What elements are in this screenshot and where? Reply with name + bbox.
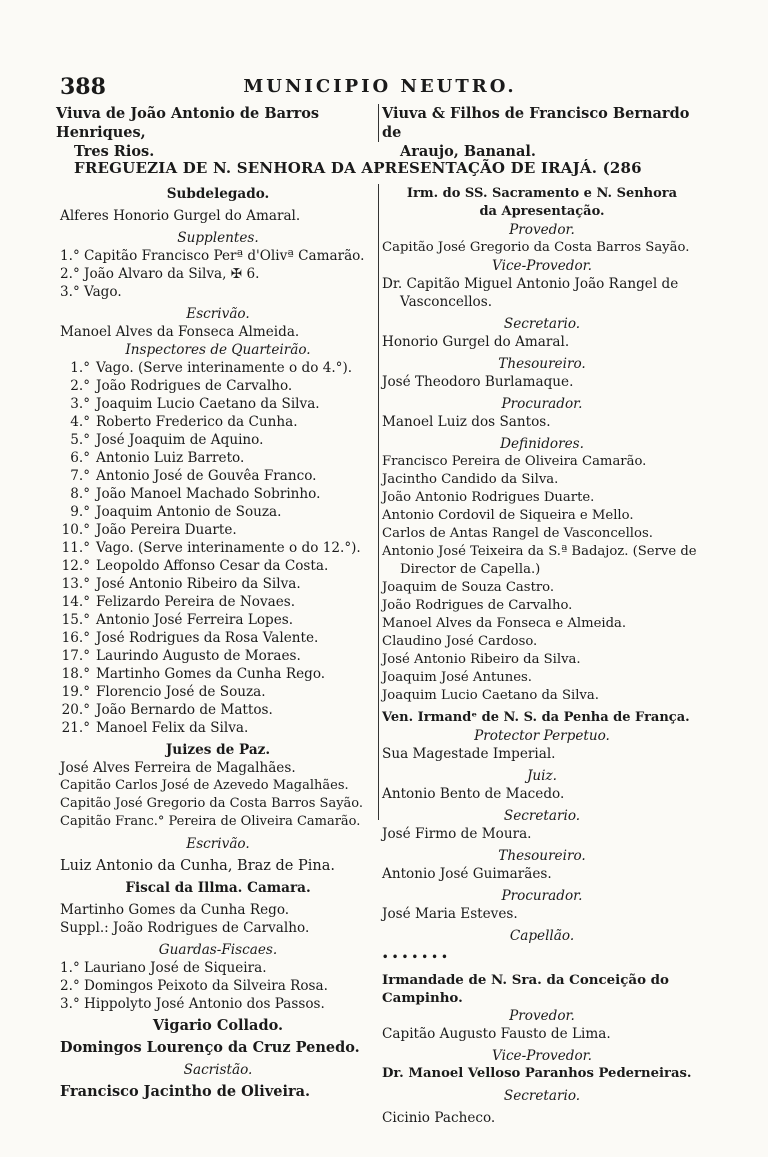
list-item: João Antonio Rodrigues Duarte. (382, 490, 595, 505)
list-item: 9.° Joaquim Antonio de Souza. (70, 504, 282, 520)
page-number: 388 (60, 74, 106, 100)
list-item: Joaquim José Antunes. (382, 670, 532, 685)
list-item: 19.° Florencio José de Souza. (61, 684, 266, 700)
thesoureiro2-entry: Antonio José Guimarães. (382, 866, 552, 882)
list-item: 8.° João Manoel Machado Sobrinho. (70, 486, 321, 502)
list-item: 2.° João Alvaro da Silva, ✠ 6. (60, 266, 260, 282)
list-item: 1.° Vago. (Serve interinamente o do 4.°). (70, 360, 353, 376)
list-item: 21.° Manoel Felix da Silva. (61, 720, 249, 736)
secretario2-heading: Secretario. (503, 808, 581, 824)
thesoureiro-heading: Thesoureiro. (498, 356, 586, 372)
escrivao-entry: Manoel Alves da Fonseca Almeida. (60, 324, 300, 340)
list-item: Antonio Cordovil de Siqueira e Mello. (382, 508, 634, 523)
thesoureiro-entry: José Theodoro Burlamaque. (382, 374, 574, 390)
list-item: Manoel Alves da Fonseca e Almeida. (382, 616, 627, 631)
list-item: Jacintho Candido da Silva. (382, 472, 559, 487)
top-left-entry: Viuva de João Antonio de Barros Henriques, Tres Rios. (56, 105, 320, 160)
sacristao-heading: Sacristão. (183, 1062, 253, 1078)
list-item: Joaquim de Souza Castro. (382, 580, 555, 595)
page-title: MUNICIPIO NEUTRO. (243, 76, 517, 97)
irmandade-sacramento-heading-2: da Apresentação. (479, 204, 605, 219)
provedor3-heading: Provedor. (509, 1008, 575, 1024)
secretario3-heading: Secretario. (503, 1088, 581, 1104)
list-item: 5.° José Joaquim de Aquino. (70, 432, 264, 448)
provedor-heading: Provedor. (509, 222, 575, 238)
inspectores-heading: Inspectores de Quarteirão. (125, 342, 311, 358)
irmandade-conceicao-heading: Irmandade de N. Sra. da Conceição do Campinho. (382, 972, 669, 1006)
juiz-entry: Antonio Bento de Macedo. (382, 786, 565, 802)
list-item: 2.° Domingos Peixoto da Silveira Rosa. (60, 978, 328, 994)
protector-heading: Protector Perpetuo. (474, 728, 610, 744)
list-item: 15.° Antonio José Ferreira Lopes. (61, 612, 294, 628)
provedor3-entry: Capitão Augusto Fausto de Lima. (382, 1026, 611, 1042)
secretario2-entry: José Firmo de Moura. (382, 826, 532, 842)
vigario-entry: Domingos Lourenço da Cruz Penedo. (60, 1039, 360, 1056)
escrivao2-heading: Escrivão. (186, 836, 250, 852)
top-right-entry: Viuva & Filhos de Francisco Bernardo de Araujo, Bananal. (382, 105, 690, 160)
list-item: 17.° Laurindo Augusto de Moraes. (61, 648, 301, 664)
elision-dots: • • • • • • • (382, 952, 448, 963)
list-item: 3.° Vago. (60, 284, 122, 300)
list-item: 3.° Joaquim Lucio Caetano da Silva. (70, 396, 320, 412)
page-header (60, 74, 700, 100)
column-divider (378, 184, 379, 820)
vigario-heading: Vigario Collado. (152, 1017, 284, 1034)
fiscal-suppl-entry: Suppl.: João Rodrigues de Carvalho. (60, 920, 310, 936)
juizes-heading: Juizes de Paz. (165, 742, 271, 758)
list-item: 18.° Martinho Gomes da Cunha Rego. (61, 666, 326, 682)
list-item: 3.° Hippolyto José Antonio dos Passos. (60, 996, 325, 1012)
subdelegado-entry: Alferes Honorio Gurgel do Amaral. (60, 208, 301, 224)
list-item: Capitão Franc.° Pereira de Oliveira Camarão. (60, 814, 361, 829)
secretario3-entry: Cicinio Pacheco. (382, 1110, 496, 1126)
secretario-heading: Secretario. (503, 316, 581, 332)
list-item: José Antonio Ribeiro da Silva. (382, 652, 581, 667)
inspectores-list (60, 359, 376, 737)
list-item: 11.° Vago. (Serve interinamente o do 12.°). (61, 540, 361, 556)
supplentes-list (60, 247, 376, 301)
list-item: José Alves Ferreira de Magalhães. (60, 760, 296, 776)
irmandade-sacramento-heading: Irm. do SS. Sacramento e N. Senhora (406, 186, 678, 201)
supplentes-heading: Supplentes. (177, 230, 259, 246)
list-item: Capitão José Gregorio da Costa Barros Sayão. (60, 796, 364, 811)
list-item: Joaquim Lucio Caetano da Silva. (382, 688, 599, 703)
procurador2-entry: José Maria Esteves. (382, 906, 518, 922)
sacristao-entry: Francisco Jacintho de Oliveira. (60, 1083, 311, 1100)
vice-provedor-entry: Dr. Capitão Miguel Antonio João Rangel de Vasconcellos. (382, 276, 679, 310)
thesoureiro2-heading: Thesoureiro. (498, 848, 586, 864)
juiz-heading: Juiz. (526, 768, 558, 784)
provedor-entry: Capitão José Gregorio da Costa Barros Sayão. (382, 240, 690, 255)
subdelegado-heading: Subdelegado. (166, 186, 270, 202)
vice-provedor3-heading: Vice-Provedor. (492, 1048, 592, 1064)
procurador-entry: Manoel Luiz dos Santos. (382, 414, 551, 430)
list-item: 2.° João Rodrigues de Carvalho. (70, 378, 293, 394)
left-column (60, 185, 376, 1101)
list-item: 10.° João Pereira Duarte. (61, 522, 237, 538)
right-column (382, 185, 702, 1127)
procurador2-heading: Procurador. (501, 888, 583, 904)
vice-provedor-heading: Vice-Provedor. (492, 258, 592, 274)
secretario-entry: Honorio Gurgel do Amaral. (382, 334, 570, 350)
list-item: João Rodrigues de Carvalho. (382, 598, 573, 613)
list-item: Antonio José Teixeira da S.ª Badajoz. (Serve de Director de Capella.) (382, 544, 697, 577)
list-item: 12.° Leopoldo Affonso Cesar da Costa. (61, 558, 329, 574)
definidores-heading: Definidores. (500, 436, 584, 452)
vice-provedor3-entry: Dr. Manoel Velloso Paranhos Pederneiras. (382, 1066, 692, 1081)
list-item: 7.° Antonio José de Gouvêa Franco. (70, 468, 317, 484)
list-item: Claudino José Cardoso. (382, 634, 538, 649)
capellao-heading: Capellão. (509, 928, 575, 944)
section-title: FREGUEZIA DE N. SENHORA DA APRESENTAÇÃO DE IRAJÁ. (286 (74, 159, 642, 177)
list-item: 1.° Capitão Francisco Perª d'Olivª Camarão. (60, 248, 365, 264)
guardas-heading: Guardas-Fiscaes. (158, 942, 278, 958)
list-item: Carlos de Antas Rangel de Vasconcellos. (382, 526, 653, 541)
fiscal-heading: Fiscal da Illma. Camara. (125, 880, 311, 896)
escrivao2-entry: Luiz Antonio da Cunha, Braz de Pina. (60, 858, 335, 874)
list-item: 4.° Roberto Frederico da Cunha. (70, 414, 298, 430)
definidores-list (382, 453, 702, 705)
procurador-heading: Procurador. (501, 396, 583, 412)
list-item: 1.° Lauriano José de Siqueira. (60, 960, 267, 976)
list-item: 20.° João Bernardo de Mattos. (61, 702, 273, 718)
list-item: 14.° Felizardo Pereira de Novaes. (61, 594, 296, 610)
top-column-divider (378, 104, 379, 142)
protector-entry: Sua Magestade Imperial. (382, 746, 556, 762)
irmandade-penha-heading: Ven. Irmandᵉ de N. S. da Penha de França. (382, 710, 690, 725)
list-item: 13.° José Antonio Ribeiro da Silva. (61, 576, 301, 592)
escrivao-heading: Escrivão. (186, 306, 250, 322)
list-item: Francisco Pereira de Oliveira Camarão. (382, 454, 647, 469)
list-item: 6.° Antonio Luiz Barreto. (70, 450, 245, 466)
list-item: 16.° José Rodrigues da Rosa Valente. (61, 630, 319, 646)
list-item: Capitão Carlos José de Azevedo Magalhães. (60, 778, 349, 793)
fiscal-entry: Martinho Gomes da Cunha Rego. (60, 902, 290, 918)
